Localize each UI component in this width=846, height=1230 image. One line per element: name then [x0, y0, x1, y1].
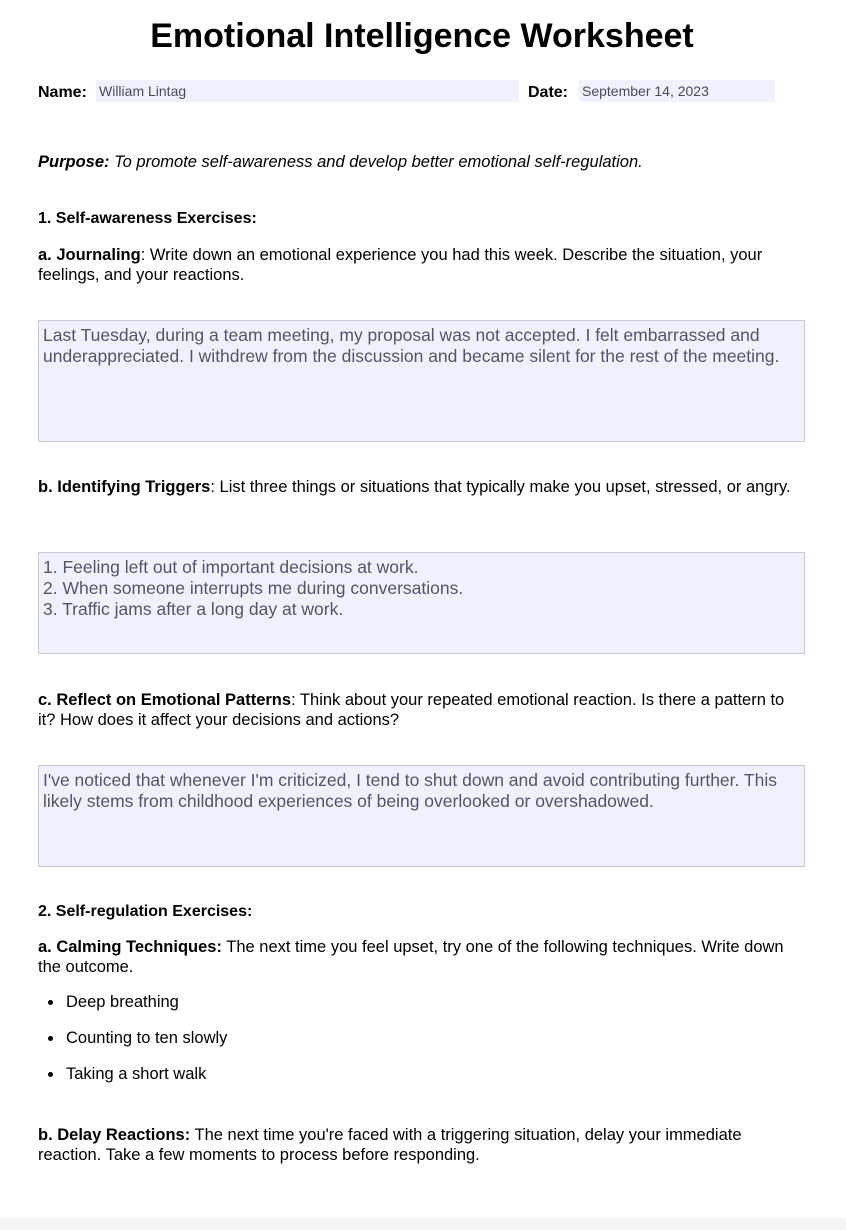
name-label: Name: [38, 84, 87, 101]
purpose-text: To promote self-awareness and develop better emotional self-regulation. [114, 153, 643, 171]
patterns-label: c. Reflect on Emotional Patterns [38, 691, 292, 709]
purpose-label: Purpose: [38, 153, 110, 171]
patterns-text: : Think about your repeated emotional reaction. Is there a pattern to it? How does it affect your decisions and actions? [38, 691, 785, 729]
journaling-text: : Write down an emotional experience you had this week. Describe the situation, your feelings, and your reactions. [38, 246, 763, 284]
list-item [38, 1064, 227, 1100]
bullet-icon [48, 1000, 53, 1005]
technique-label: Deep breathing [66, 993, 179, 1011]
patterns-answer-box[interactable]: I've noticed that whenever I'm criticized, I tend to shut down and avoid contributing further. This likely stems from childhood experiences of being overlooked or overshadowed. [38, 765, 805, 867]
section2-heading: 2. Self-regulation Exercises: [38, 903, 253, 920]
triggers-prompt [38, 477, 806, 497]
calming-text: The next time you feel upset, try one of the following techniques. Write down the outcome. [38, 938, 784, 976]
calming-prompt [38, 937, 806, 977]
date-label: Date: [528, 84, 569, 101]
bullet-icon [48, 1036, 53, 1041]
triggers-label: b. Identifying Triggers [38, 478, 211, 496]
journaling-answer-box[interactable]: Last Tuesday, during a team meeting, my proposal was not accepted. I felt embarrassed and underappreciated. I withdrew from the discussion and became silent for the rest of the meeting. [38, 320, 805, 442]
triggers-text: : List three things or situations that typically make you upset, stressed, or angry. [210, 478, 791, 496]
calming-techniques-list [38, 992, 227, 1100]
patterns-prompt [38, 690, 806, 730]
page-bottom-edge [0, 1218, 846, 1230]
calming-label: a. Calming Techniques: [38, 938, 222, 956]
technique-label: Counting to ten slowly [66, 1029, 228, 1047]
journaling-label: a. Journaling [38, 246, 141, 264]
list-item [38, 992, 227, 1028]
delay-label: b. Delay Reactions: [38, 1126, 191, 1144]
name-field[interactable]: William Lintag [96, 80, 519, 102]
list-item [38, 1028, 227, 1064]
section1-heading: 1. Self-awareness Exercises: [38, 210, 257, 227]
delay-text: The next time you're faced with a triggering situation, delay your immediate reaction. Take a few moments to process before responding. [38, 1126, 742, 1164]
delay-prompt [38, 1125, 806, 1165]
page-title: Emotional Intelligence Worksheet [150, 17, 694, 55]
purpose-line [38, 152, 806, 172]
triggers-answer-box[interactable]: 1. Feeling left out of important decisions at work. 2. When someone interrupts me during conversations. 3. Traffic jams after a long day at work. [38, 552, 805, 654]
date-field[interactable]: September 14, 2023 [579, 80, 775, 102]
journaling-prompt [38, 245, 806, 285]
bullet-icon [48, 1072, 53, 1077]
technique-label: Taking a short walk [66, 1065, 207, 1083]
